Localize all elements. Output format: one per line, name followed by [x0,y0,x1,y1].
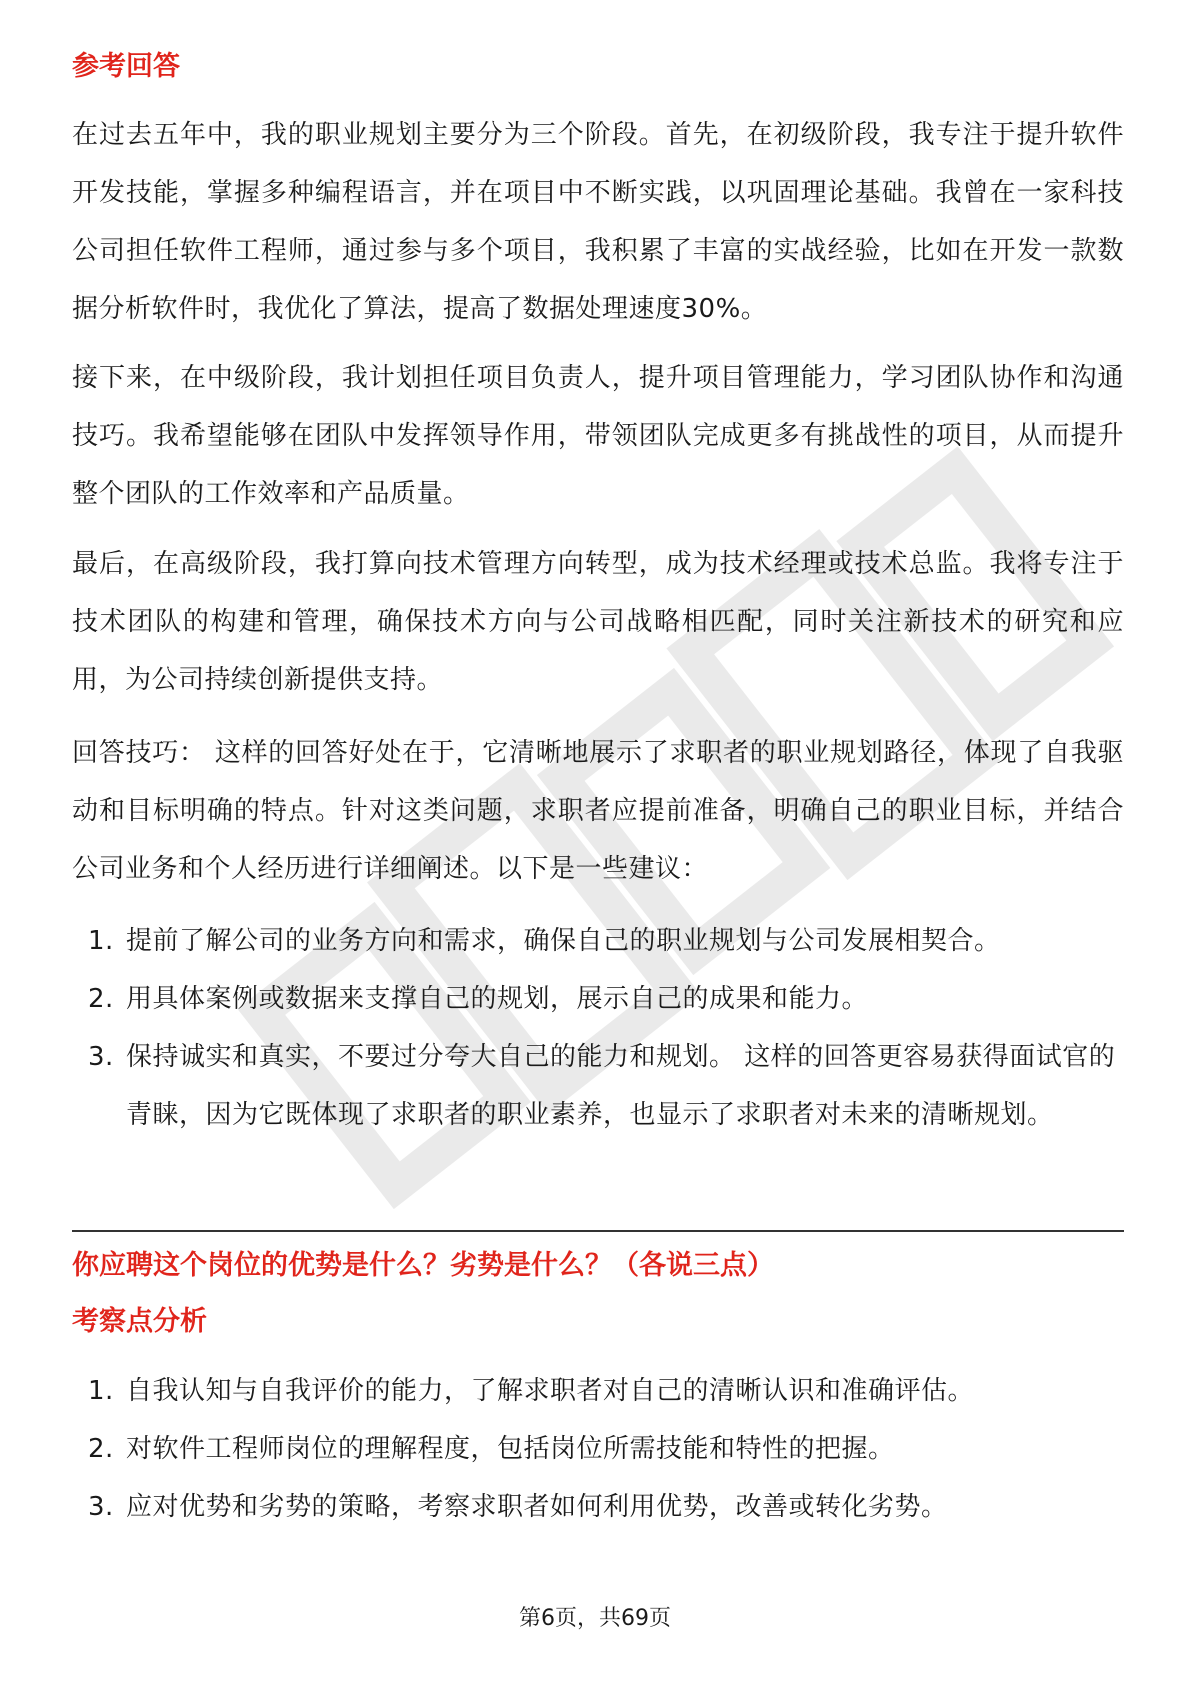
list-item [72,912,1124,970]
list-item-text: 对软件工程师岗位的理解程度，包括岗位所需技能和特性的把握。 [126,1434,895,1464]
list-item [72,1362,1124,1420]
list-item [72,1028,1124,1144]
list-item-text: 保持诚实和真实，不要过分夸大自己的能力和规划。 这样的回答更容易获得面试官的青睐，因为它既体现了求职者的职业素养，也显示了求职者对未来的清晰规划。 [126,1042,1116,1130]
section-divider [72,1230,1124,1232]
list-item [72,1478,1124,1536]
list-item-text: 提前了解公司的业务方向和需求，确保自己的职业规划与公司发展相契合。 [126,926,1001,956]
tips-list [72,912,1124,1144]
interview-question-heading: 你应聘这个岗位的优势是什么？劣势是什么？（各说三点） [72,1250,774,1281]
analysis-points-list [72,1362,1124,1536]
list-item-number: 1. [88,1376,114,1406]
analysis-subheading: 考察点分析 [72,1306,207,1337]
list-item-number: 3. [88,1042,114,1072]
answer-paragraph-3: 最后，在高级阶段，我打算向技术管理方向转型，成为技术经理或技术总监。我将专注于技术团队的构建和管理，确保技术方向与公司战略相匹配，同时关注新技术的研究和应用，为公司持续创新提供支持。 [72,549,1124,695]
section-heading-reference-answer: 参考回答 [72,51,180,82]
answer-paragraph-2: 接下来，在中级阶段，我计划担任项目负责人，提升项目管理能力，学习团队协作和沟通技巧。我希望能够在团队中发挥领导作用，带领团队完成更多有挑战性的项目，从而提升整个团队的工作效率和产品质量。 [72,363,1124,509]
list-item-number: 3. [88,1492,114,1522]
document-page [72,0,1124,1684]
list-item [72,1420,1124,1478]
list-item-text: 应对优势和劣势的策略，考察求职者如何利用优势，改善或转化劣势。 [126,1492,948,1522]
list-item-text: 用具体案例或数据来支撑自己的规划，展示自己的成果和能力。 [126,984,869,1014]
list-item-number: 2. [88,984,114,1014]
list-item-number: 2. [88,1434,114,1464]
answer-tips-paragraph: 回答技巧： 这样的回答好处在于，它清晰地展示了求职者的职业规划路径，体现了自我驱动和目标明确的特点。针对这类问题，求职者应提前准备，明确自己的职业目标，并结合公司业务和个人经历进行详细阐述。以下是一些建议： [72,738,1124,884]
list-item-text: 自我认知与自我评价的能力，了解求职者对自己的清晰认识和准确评估。 [126,1376,975,1406]
answer-paragraph-1: 在过去五年中，我的职业规划主要分为三个阶段。首先，在初级阶段，我专注于提升软件开发技能，掌握多种编程语言，并在项目中不断实践，以巩固理论基础。我曾在一家科技公司担任软件工程师，通过参与多个项目，我积累了丰富的实战经验，比如在开发一款数据分析软件时，我优化了算法，提高了数据处理速度30%。 [72,120,1124,324]
list-item-number: 1. [88,926,114,956]
page-number-footer: 第6页，共69页 [519,1606,671,1631]
list-item [72,970,1124,1028]
